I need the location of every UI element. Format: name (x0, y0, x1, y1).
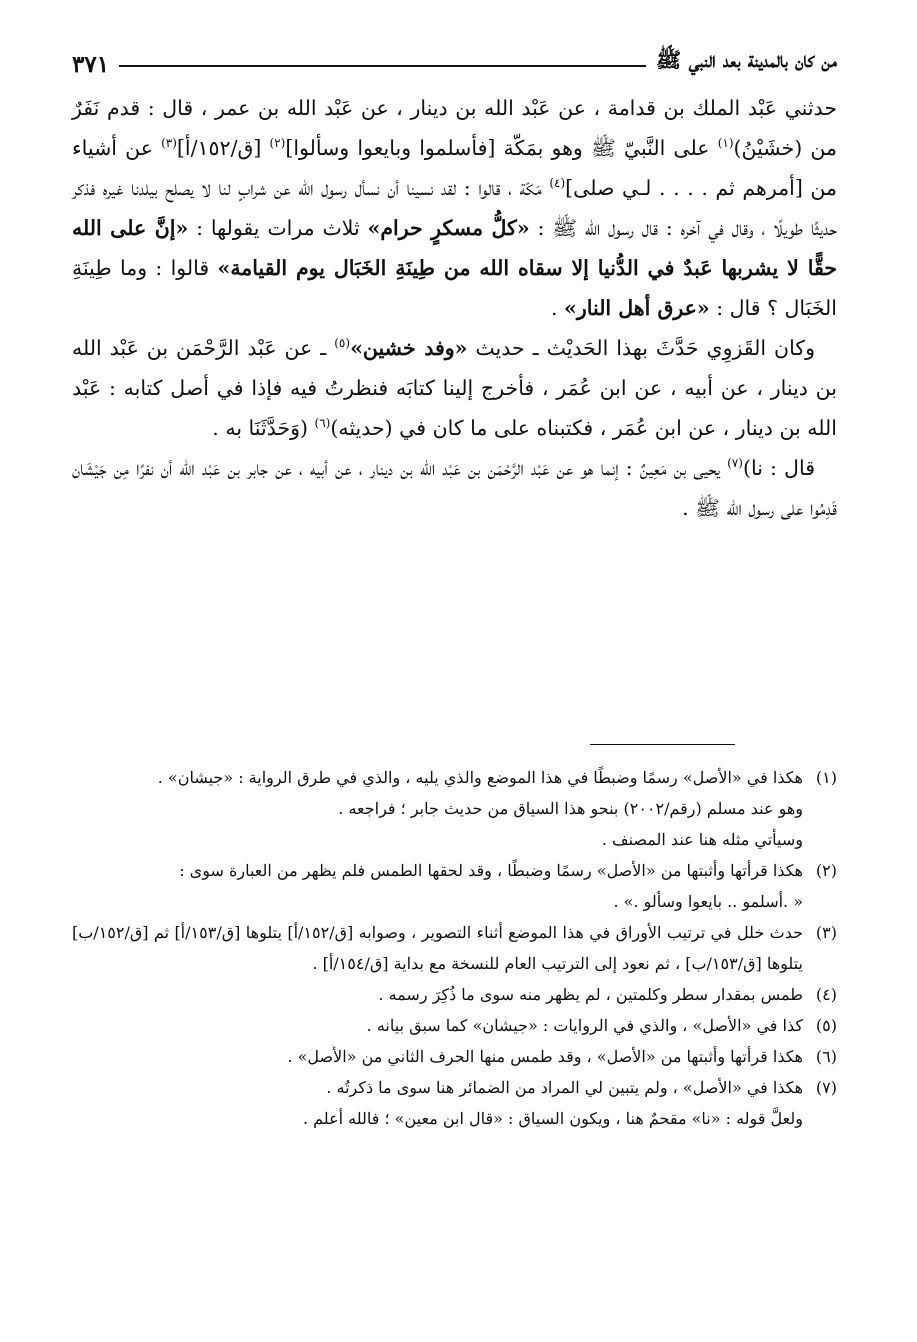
paragraph-2 (72, 328, 837, 448)
hadith-quote-3: «عرق أهل النار» (564, 296, 710, 320)
p1-text-e: مَكّة ، قالوا : لقد نسينا أن نسأل رسول الله عن شرابٍ لنا لا يصلح بيلدنا غيره فذكر حديثًا طويلًا ، وقال في آخره : قال رسول الله ﷺ : (72, 176, 837, 240)
footnote-text: وسيأتي مثله هنا عند المصنف . (601, 830, 803, 849)
footnote-number: (١) (815, 768, 837, 787)
paragraph-1 (72, 88, 837, 328)
footnote-4 (72, 979, 837, 1010)
footnote-ref-1: (١) (717, 136, 734, 151)
footnote-ref-6: (٦) (314, 416, 331, 431)
p3-text-a: قال : نا) (742, 456, 815, 480)
footnote-ref-5: (٥) (334, 336, 351, 351)
p1-text-d: عن أشياء من [أمرهم ثم . . . . لـي صلى] (72, 136, 837, 200)
footnote-ref-2: (٢) (269, 136, 286, 151)
p3-text-b: يحيى بن مَعِينٌ : إنما هو عن عَبْد الرَّحْمَن بن عَبْد الله بن دينار ، عن أبيه ، عن جابر بن عَبْد الله أن نفرًا مِن جَيْشَان قَدِمُوا على رسول الله ﷺ . (72, 456, 837, 520)
p2-text-a: وكان القَزوِي حَدَّثَ بهذا الحَديْث ـ حديث (467, 336, 815, 360)
footnote-text: وهو عند مسلم (رقم/٢٠٠٢) بنحو هذا السياق من حديث جابر ؛ فراجعه . (338, 799, 803, 818)
footnote-ref-3: (٣) (161, 136, 177, 151)
paragraph-3 (72, 448, 837, 528)
p1-text-i: قالوا : وما طِينَةِ الخَبَال ؟ قال : (72, 256, 837, 320)
footnote-ref-4: (٤) (549, 176, 566, 191)
footnote-7 (72, 1072, 837, 1103)
footnote-text: طمس بمقدار سطر وكلمتين ، لم يظهر منه سوى ما ذُكِرَ رسمه . (378, 985, 803, 1004)
footnote-1 (72, 762, 837, 793)
page-number: ٣٧١ (72, 51, 110, 78)
footnote-3 (72, 917, 837, 979)
footnote-text: كذا في «الأصل» ، والذي في الروايات : «جيشان» كما سبق بيانه . (366, 1016, 803, 1035)
footnote-separator (590, 744, 735, 745)
header-rule (119, 65, 646, 67)
footnote-2 (72, 855, 837, 886)
footnote-text: « .أسلمو .. بايعوا وسألو .» . (613, 892, 803, 911)
hadith-quote-1: «كلُّ مسكرٍ حرام» (367, 216, 530, 240)
footnote-text: هكذا قرأتها وأثبتها من «الأصل» رسمًا وضبطًا ، وقد لحقها الطمس فلم يظهر من العبارة سوى : (179, 861, 803, 880)
footnote-text: هكذا قرأتها وأثبتها من «الأصل» ، وقد طمس منها الحرف الثاني من «الأصل» . (287, 1047, 803, 1066)
page-header (72, 30, 837, 78)
footnotes (72, 762, 837, 1134)
running-title: من كان بالمدينة بعد النبي ﷺ (655, 47, 837, 72)
footnote-number: (٤) (815, 985, 837, 1004)
p1-text-g: ثلاث مرات يقولها : (188, 216, 368, 240)
p2-text-d: (وَحَدَّثَنَا به . (212, 416, 315, 440)
footnote-ref-7: (٧) (727, 456, 743, 471)
footnote-text: هكذا في «الأصل» ، ولم يتبين لي المراد من الضمائر هنا سوى ما ذكرتُه . (326, 1078, 803, 1097)
footnote-number: (٣) (815, 923, 837, 942)
footnote-number: (٥) (815, 1016, 837, 1035)
footnote-6 (72, 1041, 837, 1072)
p2-bold-title: «وفد خشين» (350, 336, 468, 360)
footnote-number: (٦) (815, 1047, 837, 1066)
footnote-5 (72, 1010, 837, 1041)
p1-text-k: . (551, 296, 565, 320)
main-text (72, 88, 837, 528)
hadith-quote-2: «إنَّ على الله حقًّا لا يشربها عَبدٌ في الدُّنيا إلا سقاه الله من طِينَةِ الخَبَال يوم القيامة» (72, 216, 837, 280)
footnote-number: (٢) (815, 861, 837, 880)
footnote-number: (٧) (815, 1078, 837, 1097)
p1-text-a: حدثني عَبْد الملك بن قدامة ، عن عَبْد الله بن دينار ، عن عَبْد الله بن عمر ، قال : قدم نَفَرٌ من (خشَيْنُ) (72, 96, 837, 160)
footnote-text: ولعلَّ قوله : «نا» مقحمٌ هنا ، ويكون السياق : «قال ابن معين» ؛ فالله أعلم . (302, 1109, 803, 1128)
p2-text-c: ـ عن عَبْد الرَّحْمَن بن عَبْد الله بن دينار ، عن أبيه ، عن ابن عُمَر ، فأخرج إلينا كتابَه فنظرتُ فيه فإذا في أصل كتابه : عَبْد الله بن دينار ، عن ابن عُمَر ، فكتبناه على ما كان في (حديثه) (72, 336, 837, 440)
footnote-text: هكذا في «الأصل» رسمًا وضبطًا في هذا الموضع والذي يليه ، والذي في طرق الرواية : «جيشان» . (157, 768, 803, 787)
p1-text-c: [ق/١٥٢/أ] (176, 136, 270, 160)
p1-text-b: على النَّبيّ ﷺ وهو بمَكّة [فأسلموا وبايعوا وسألوا] (285, 136, 718, 160)
footnote-text: حدث خلل في ترتيب الأوراق في هذا الموضع أثناء التصوير ، وصوابه [ق/١٥٢/أ] يتلوها [ق/١٥٣/أ] ثم [ق/١٥٢/ب] يتلوها [ق/١٥٣/ب] ، ثم نعود إلى الترتيب العام للنسخة مع بداية [ق/١٥٤/أ] . (72, 923, 803, 973)
